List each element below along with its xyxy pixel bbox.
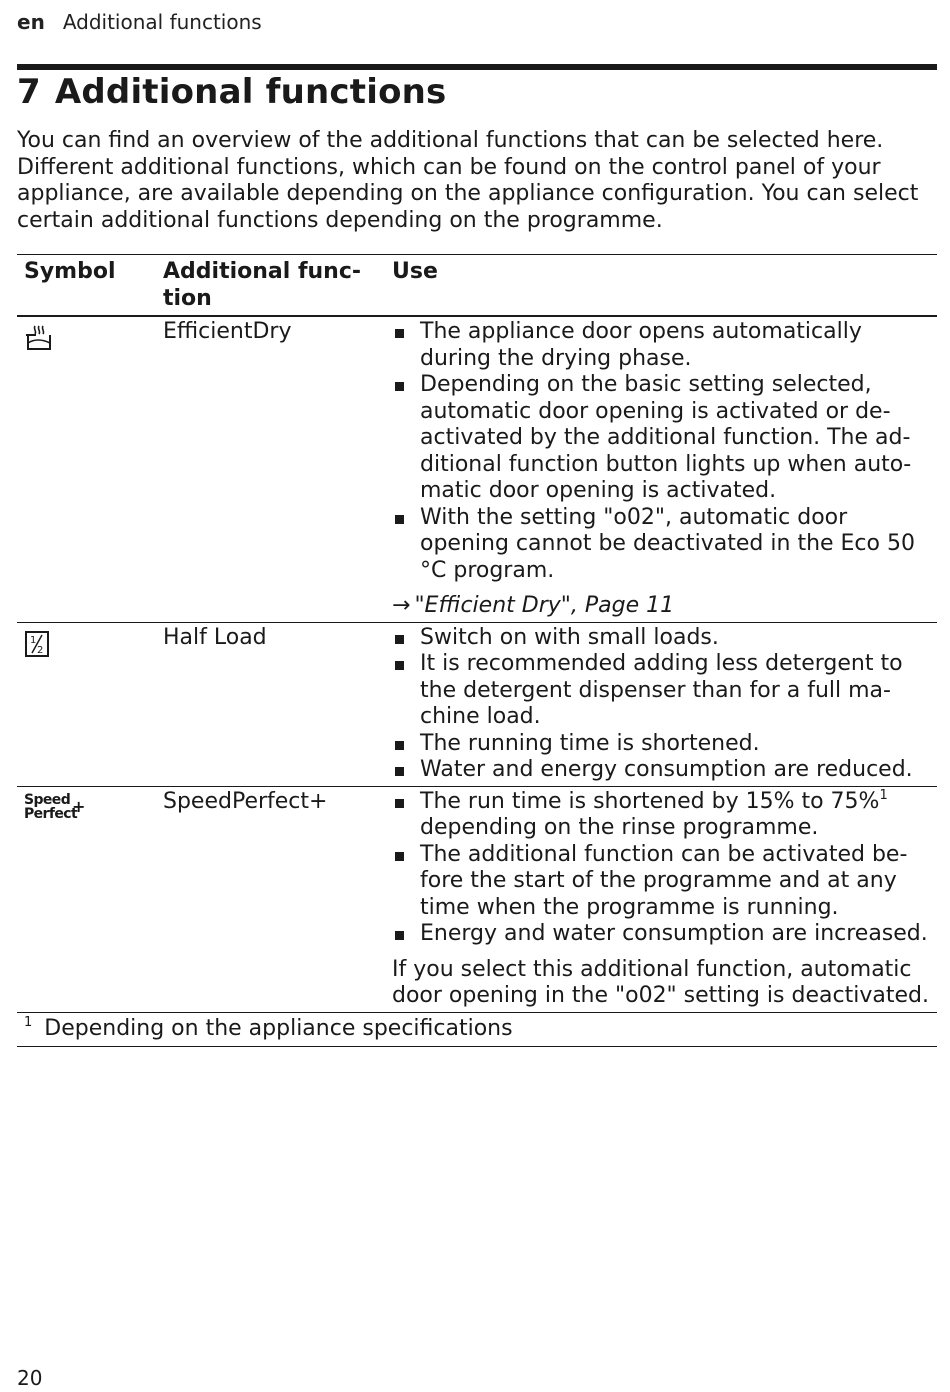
use-bullet-list	[392, 319, 937, 584]
footnote-text: Depending on the appliance specifications	[44, 1015, 513, 1041]
header-divider	[17, 64, 937, 70]
use-note: If you select this additional function, automatic door opening in the "o02" setting is deactivated.	[392, 956, 929, 1008]
cross-reference	[392, 593, 937, 620]
use-cell	[392, 625, 937, 784]
use-bullet-list	[392, 625, 937, 784]
plus-icon: +	[72, 796, 85, 816]
page-number: 20	[17, 1366, 43, 1390]
bullet-text-continued: depending on the rinse programme.	[420, 815, 819, 840]
function-name: Half Load	[163, 624, 267, 650]
chapter-number: 7	[17, 72, 41, 112]
speed-perfect-icon	[24, 791, 85, 822]
table-row-efficientdry	[17, 317, 937, 623]
intro-paragraph	[17, 128, 937, 234]
table-header-row	[17, 255, 937, 317]
list-item: With the setting "o02", automatic door opening cannot be deactivated in the Eco 50 °C program.	[392, 505, 937, 585]
cross-reference-link[interactable]: "Efficient Dry", Page 11	[414, 593, 675, 618]
chapter-title: Additional functions	[54, 72, 447, 112]
bullet-text: The run time is shortened by 15% to 75%	[420, 788, 880, 814]
symbol-cell	[17, 625, 163, 784]
list-item: Energy and water consumption are increased.	[392, 921, 937, 948]
list-item: Depending on the basic setting selected, automatic door opening is activated or deactivated by the additional function. The additional function button lights up when automatic door opening is activated.	[392, 372, 937, 505]
speed-logo-line2: Perfect	[24, 805, 78, 822]
list-item: The running time is shortened.	[392, 731, 937, 758]
arrow-right-icon: →	[392, 593, 411, 618]
efficientdry-icon	[24, 323, 54, 361]
list-item: The appliance door opens automatically during the drying phase.	[392, 319, 937, 372]
table-row-half-load	[17, 623, 937, 787]
use-cell	[392, 319, 937, 620]
function-name: SpeedPerfect+	[163, 788, 328, 814]
svg-text:2: 2	[37, 644, 44, 656]
symbol-cell	[17, 789, 163, 1010]
table-footnote	[17, 1013, 937, 1048]
half-load-icon	[24, 629, 52, 667]
running-header	[17, 10, 262, 34]
header-function: Additional function	[163, 259, 362, 311]
intro-text: You can find an overview of the additional functions that can be selected here. Different additional functions, which can be found on the control panel of your appliance, are available depending on the appliance configuration. You can select certain additional functions depending on the programme.	[17, 128, 919, 233]
use-bullet-list	[392, 789, 937, 948]
list-item: Water and energy consumption are reduced.	[392, 757, 937, 784]
symbol-cell	[17, 319, 163, 620]
footnote-mark: 1	[24, 1014, 33, 1030]
language-code: en	[17, 10, 45, 34]
speed-logo-line1: Speed	[24, 791, 71, 808]
header-section-title: Additional functions	[62, 10, 262, 34]
chapter-heading	[17, 72, 446, 112]
header-use: Use	[392, 259, 438, 284]
list-item	[392, 789, 937, 842]
header-symbol: Symbol	[24, 259, 116, 284]
table-row-speedperfect	[17, 787, 937, 1013]
svg-text:1: 1	[30, 634, 37, 646]
list-item: It is recommended adding less detergent to the detergent dispenser than for a full machine load.	[392, 651, 937, 731]
use-cell	[392, 789, 937, 1010]
functions-table	[17, 254, 937, 1047]
list-item: The additional function can be activated before the start of the programme and at any time when the programme is running.	[392, 842, 937, 922]
footnote-reference: 1	[879, 787, 888, 803]
function-name: EfficientDry	[163, 319, 292, 344]
list-item: Switch on with small loads.	[392, 625, 937, 652]
